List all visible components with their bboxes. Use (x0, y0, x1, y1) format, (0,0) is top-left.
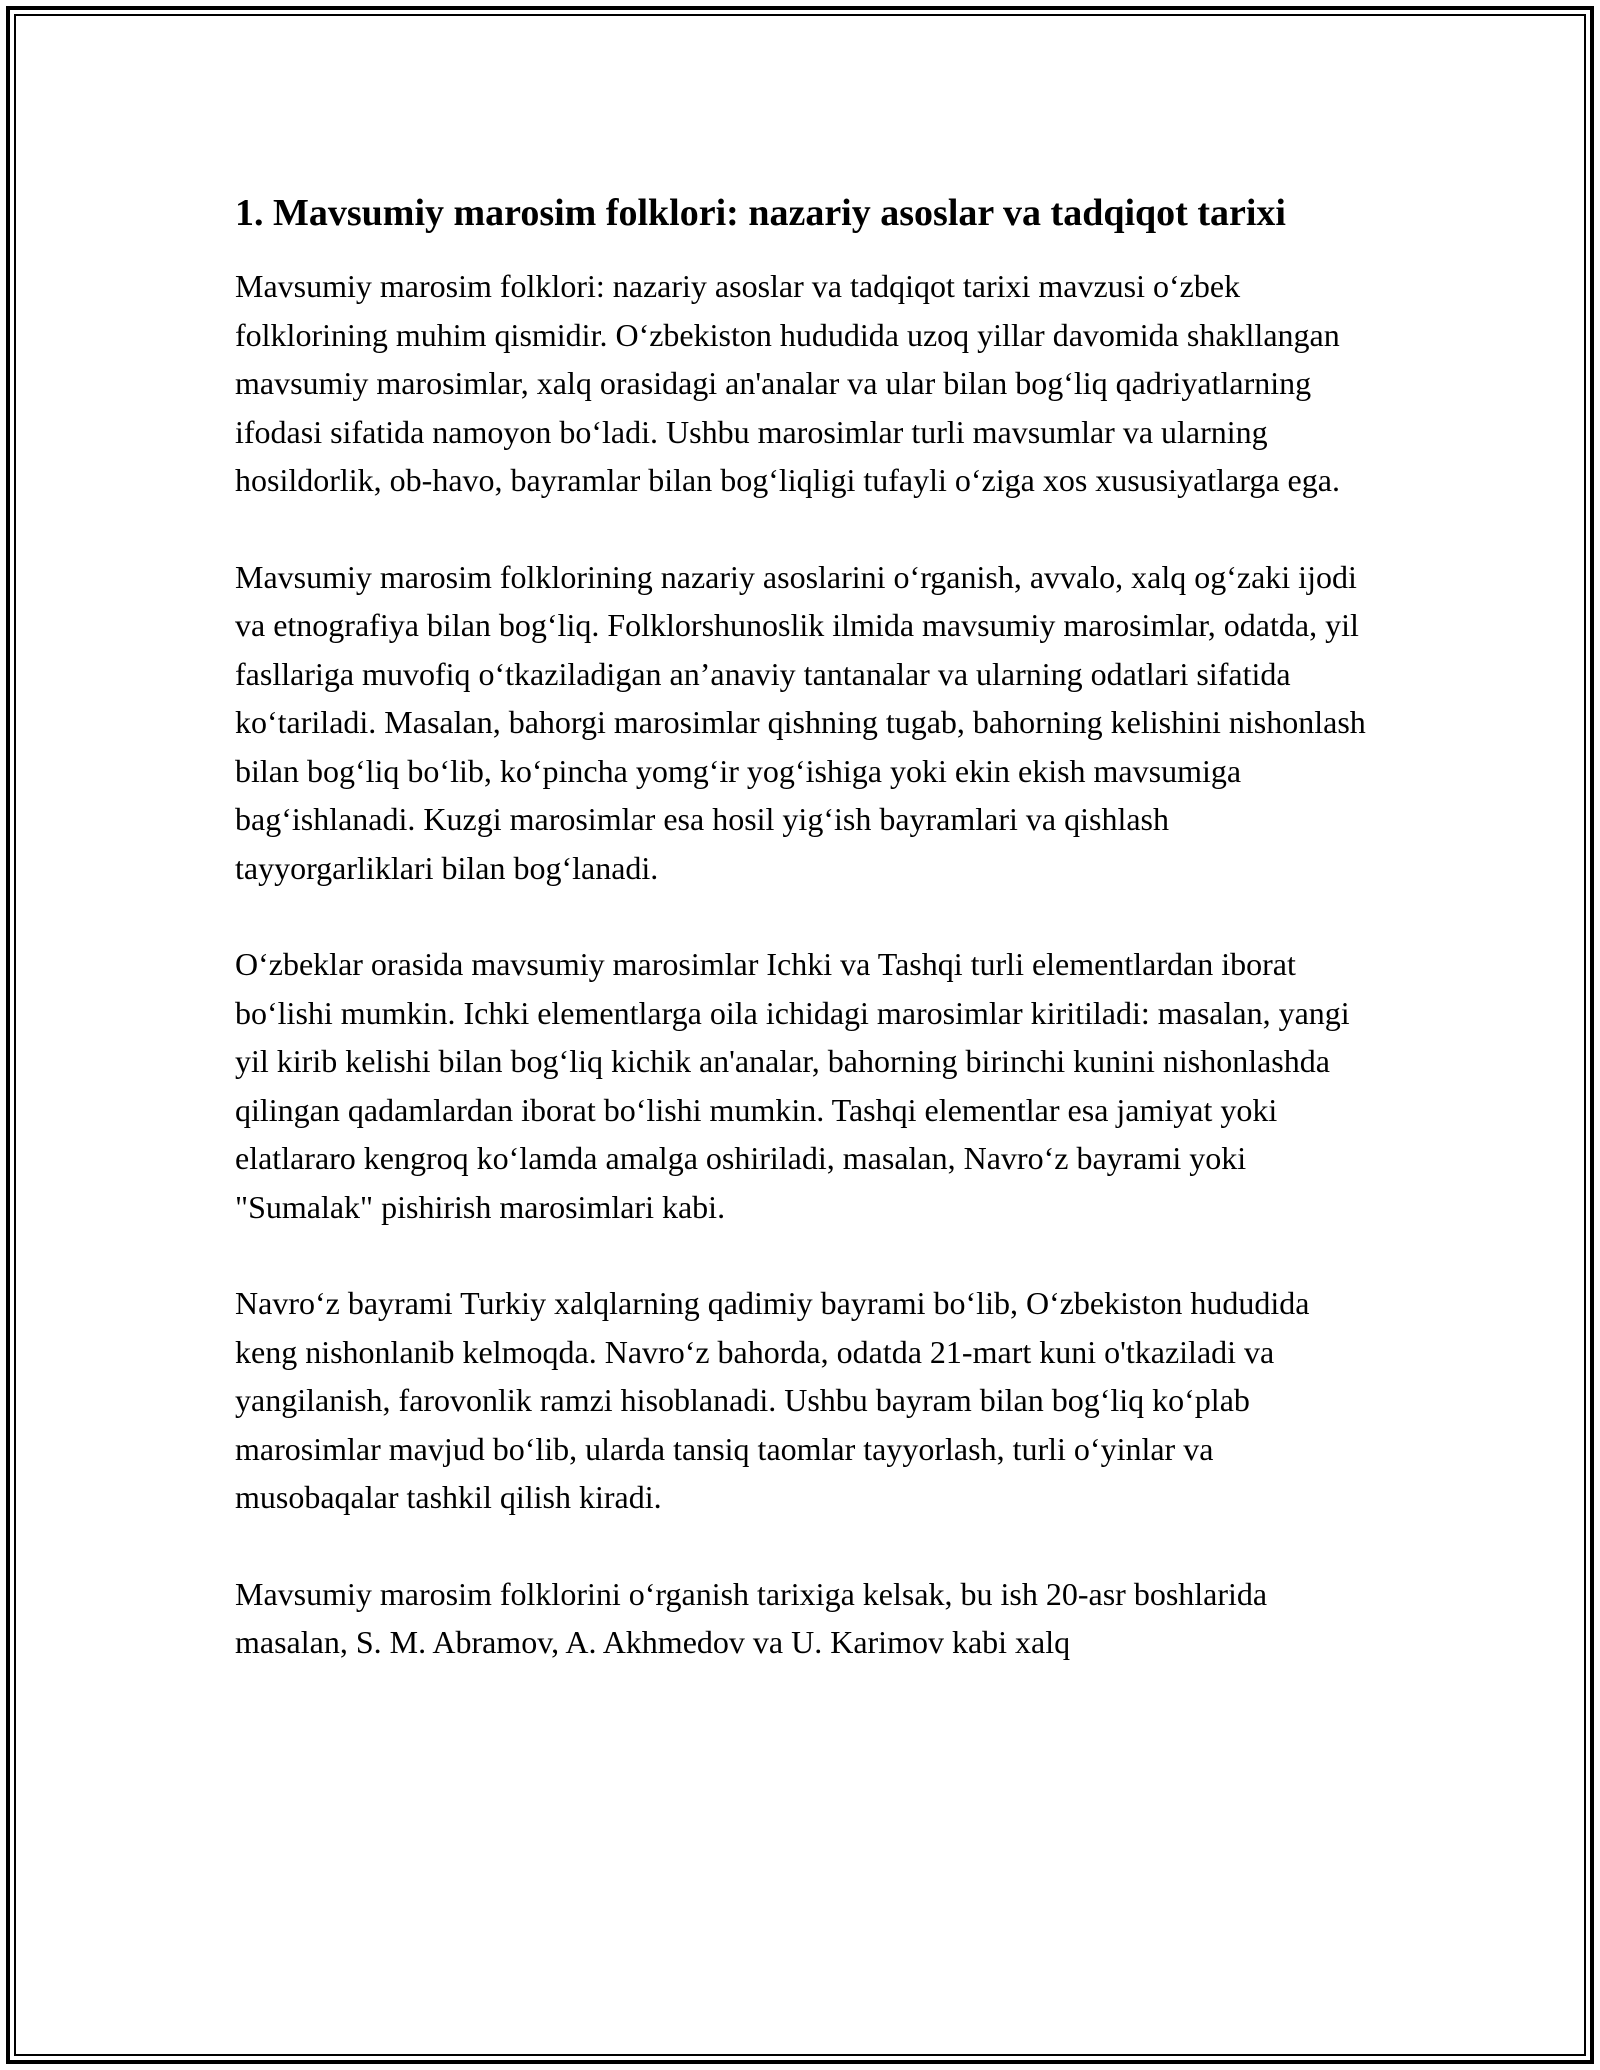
paragraph-5: Mavsumiy marosim folklorini o‘rganish tarixiga kelsak, bu ish 20-asr boshlarida masalan, S. M. Abramov, A. Akhmedov va U. Karimov kabi xalq (235, 1575, 1268, 1660)
section-heading: 1. Mavsumiy marosim folklori: nazariy asoslar va tadqiqot tarixi (235, 192, 1286, 234)
paragraph-3: O‘zbeklar orasida mavsumiy marosimlar Ichki va Tashqi turli elementlardan iborat bo‘lishi mumkin. Ichki elementlarga oila ichidagi marosimlar kiritiladi: masalan, yangi yil kirib kelishi bilan bog‘liq kichik an'analar, bahorning birinchi kunini nishonlashda qilingan qadamlardan iborat bo‘lishi mumkin. Tashqi elementlar esa jamiyat yoki elatlararo kengroq ko‘lamda amalga oshiriladi, masalan, Navro‘z bayrami yoki "Sumalak" pishirish marosimlari kabi. (235, 946, 1350, 1225)
paragraph-2: Mavsumiy marosim folklorining nazariy asoslarini o‘rganish, avvalo, xalq og‘zaki ijodi va etnografiya bilan bog‘liq. Folklorshunoslik ilmida mavsumiy marosimlar, odatda, yil fasllariga muvofiq o‘tkaziladigan an’anaviy tantanalar va ularning odatlari sifatida ko‘tariladi. Masalan, bahorgi marosimlar qishning tugab, bahorning kelishini nishonlash bilan bog‘liq bo‘lib, ko‘pincha yomg‘ir yog‘ishiga yoki ekin ekish mavsumiga bag‘ishlanadi. Kuzgi marosimlar esa hosil yig‘ish bayramlari va qishlash tayyorgarliklari bilan bog‘lanadi. (235, 558, 1366, 886)
document-body (235, 186, 1375, 1715)
paragraph-4: Navro‘z bayrami Turkiy xalqlarning qadimiy bayrami bo‘lib, O‘zbekiston hududida keng nishonlanib kelmoqda. Navro‘z bahorda, odatda 21-mart kuni o'tkaziladi va yangilanish, farovonlik ramzi hisoblanadi. Ushbu bayram bilan bog‘liq ko‘plab marosimlar mavjud bo‘lib, ularda tansiq taomlar tayyorlash, turli o‘yinlar va musobaqalar tashkil qilish kiradi. (235, 1285, 1310, 1515)
paragraph-1: Mavsumiy marosim folklori: nazariy asoslar va tadqiqot tarixi mavzusi o‘zbek folklorining muhim qismidir. O‘zbekiston hududida uzoq yillar davomida shakllangan mavsumiy marosimlar, xalq orasidagi an'analar va ular bilan bog‘liq qadriyatlarning ifodasi sifatida namoyon bo‘ladi. Ushbu marosimlar turli mavsumlar va ularning hosildorlik, ob-havo, bayramlar bilan bog‘liqligi tufayli o‘ziga xos xususiyatlarga ega. (235, 268, 1340, 498)
